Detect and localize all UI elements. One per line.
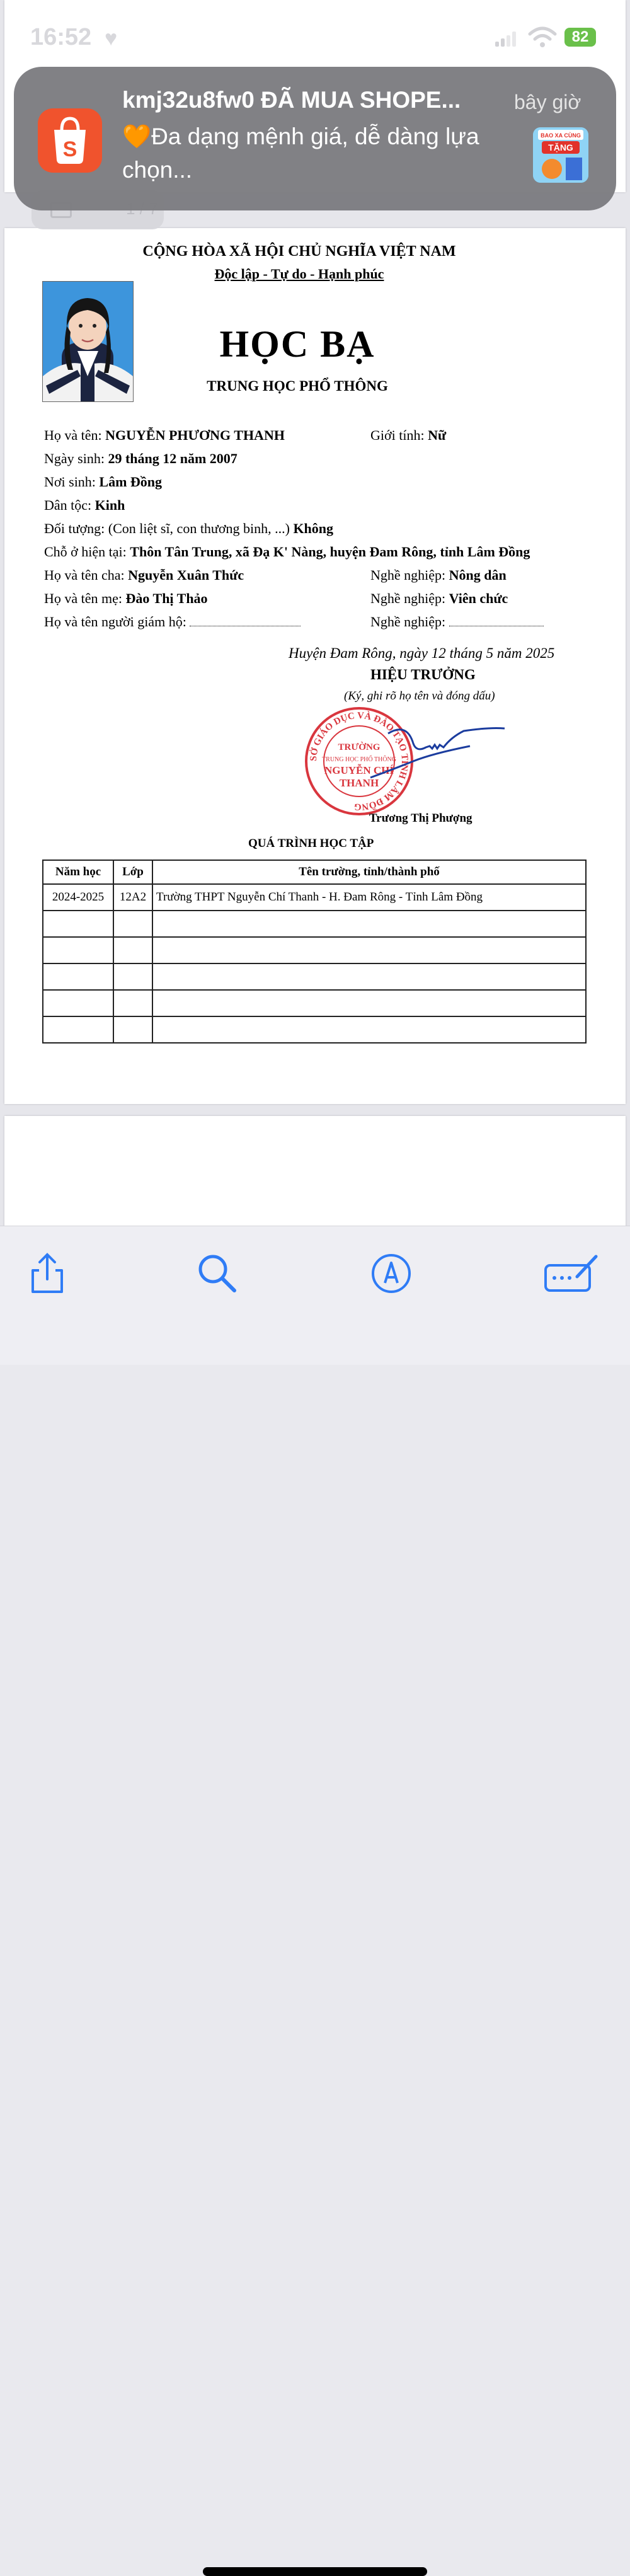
cell-school — [152, 937, 586, 963]
ethnicity-field: Dân tộc: Kinh — [44, 497, 125, 513]
father-job-field: Nghề nghiệp: Nông dân — [370, 567, 507, 583]
cell-class — [113, 937, 152, 963]
cell-class — [113, 990, 152, 1016]
table-row — [43, 937, 586, 963]
wifi-icon — [528, 26, 557, 48]
heart-icon: ♥ — [105, 26, 118, 50]
cell-class — [113, 911, 152, 937]
cell-school — [152, 1016, 586, 1043]
policy-field: Đối tượng: (Con liệt sĩ, con thương binh, ...) Không — [44, 520, 334, 536]
guardian-job-field: Nghề nghiệp: — [370, 614, 544, 630]
document-subheading: TRUNG HỌC PHỔ THÔNG — [207, 378, 388, 394]
table-row — [43, 884, 586, 911]
motto: Độc lập - Tự do - Hạnh phúc — [214, 266, 384, 282]
cell-year — [43, 911, 113, 937]
student-name-field: Họ và tên: NGUYỄN PHƯƠNG THANH — [44, 427, 285, 443]
mother-job-field: Nghề nghiệp: Viên chức — [370, 590, 508, 606]
cell-year — [43, 963, 113, 990]
guardian-name-field: Họ và tên người giám hộ: — [44, 614, 301, 630]
share-icon[interactable] — [25, 1251, 69, 1296]
cell-year — [43, 937, 113, 963]
cell-school — [152, 911, 586, 937]
cell-year — [43, 1016, 113, 1043]
guardian-name-blank — [190, 617, 301, 626]
svg-text:S: S — [62, 137, 77, 161]
mother-name-field: Họ và tên mẹ: Đào Thị Thảo — [44, 590, 208, 606]
table-row — [43, 911, 586, 937]
table-row — [43, 1016, 586, 1043]
svg-text:TẶNG: TẶNG — [548, 142, 573, 152]
father-name-field: Họ và tên cha: Nguyễn Xuân Thức — [44, 567, 244, 583]
birthplace-field: Nơi sinh: Lâm Đồng — [44, 474, 163, 490]
home-indicator[interactable] — [203, 2567, 427, 2576]
table-header-row — [43, 860, 586, 884]
cell-school: Trường THPT Nguyễn Chí Thanh - H. Đam Rông - Tỉnh Lâm Đồng — [152, 884, 586, 911]
principal-name: Trương Thị Phượng — [369, 812, 472, 825]
residence-field: Chỗ ở hiện tại: Thôn Tân Trung, xã Đạ K' Nàng, huyện Đam Rông, tỉnh Lâm Đồng — [44, 544, 530, 560]
gender-field: Giới tính: Nữ — [370, 427, 447, 443]
stamp-line-3: NGUYỄN CHÍ — [324, 764, 394, 776]
cell-school — [152, 990, 586, 1016]
column-header-class: Lớp — [113, 860, 152, 884]
push-notification[interactable] — [14, 67, 616, 210]
national-title: CỘNG HÒA XÃ HỘI CHỦ NGHĨA VIỆT NAM — [142, 243, 456, 260]
signature-instruction: (Ký, ghi rõ họ tên và đóng dấu) — [344, 689, 495, 703]
bottom-toolbar — [0, 1226, 630, 1365]
status-time: 16:52 — [30, 24, 92, 50]
cell-class — [113, 1016, 152, 1043]
svg-text:BAO XA CÙNG: BAO XA CÙNG — [541, 132, 581, 139]
cell-class: 12A2 — [113, 884, 152, 911]
stamp-line-1: TRƯỜNG — [338, 742, 381, 752]
principal-signature — [369, 725, 508, 788]
document-heading: HỌC BẠ — [219, 323, 375, 365]
cell-year: 2024-2025 — [43, 884, 113, 911]
column-header-school: Tên trường, tỉnh/thành phố — [152, 860, 586, 884]
place-date: Huyện Đam Rông, ngày 12 tháng 5 năm 2025 — [289, 645, 555, 661]
notification-title: kmj32u8fw0 ĐÃ MUA SHOPE... — [122, 87, 461, 113]
notification-body: 🧡Đa dạng mệnh giá, dễ dàng lựa chọn... — [122, 124, 479, 183]
notification-time: bây giờ — [514, 91, 581, 113]
markup-icon[interactable] — [369, 1251, 413, 1296]
stamp-line-2: TRUNG HỌC PHỔ THÔNG — [322, 756, 396, 763]
status-bar — [0, 0, 630, 69]
next-page — [4, 1116, 626, 1226]
stamp-line-4: THANH — [339, 777, 379, 789]
keyboard-edit-icon[interactable] — [543, 1251, 600, 1296]
table-row — [43, 963, 586, 990]
notification-thumbnail — [533, 127, 588, 183]
cell-school — [152, 963, 586, 990]
stamp-ring-text: SỞ GIÁO DỤC VÀ ĐÀO TẠO TỈNH LÂM ĐỒNG — [308, 710, 410, 812]
battery-icon: 82 — [564, 28, 596, 47]
study-history-table — [42, 860, 587, 1044]
cell-class — [113, 963, 152, 990]
guardian-job-blank — [449, 617, 544, 626]
column-header-year: Năm học — [43, 860, 113, 884]
principal-title: HIỆU TRƯỞNG — [370, 667, 476, 682]
cell-year — [43, 990, 113, 1016]
cellular-signal-icon — [495, 32, 517, 47]
dob-field: Ngày sinh: 29 tháng 12 năm 2007 — [44, 451, 238, 466]
study-history-title: QUÁ TRÌNH HỌC TẬP — [248, 837, 374, 850]
shopee-app-icon — [38, 108, 102, 173]
table-row — [43, 990, 586, 1016]
search-icon[interactable] — [195, 1251, 239, 1296]
